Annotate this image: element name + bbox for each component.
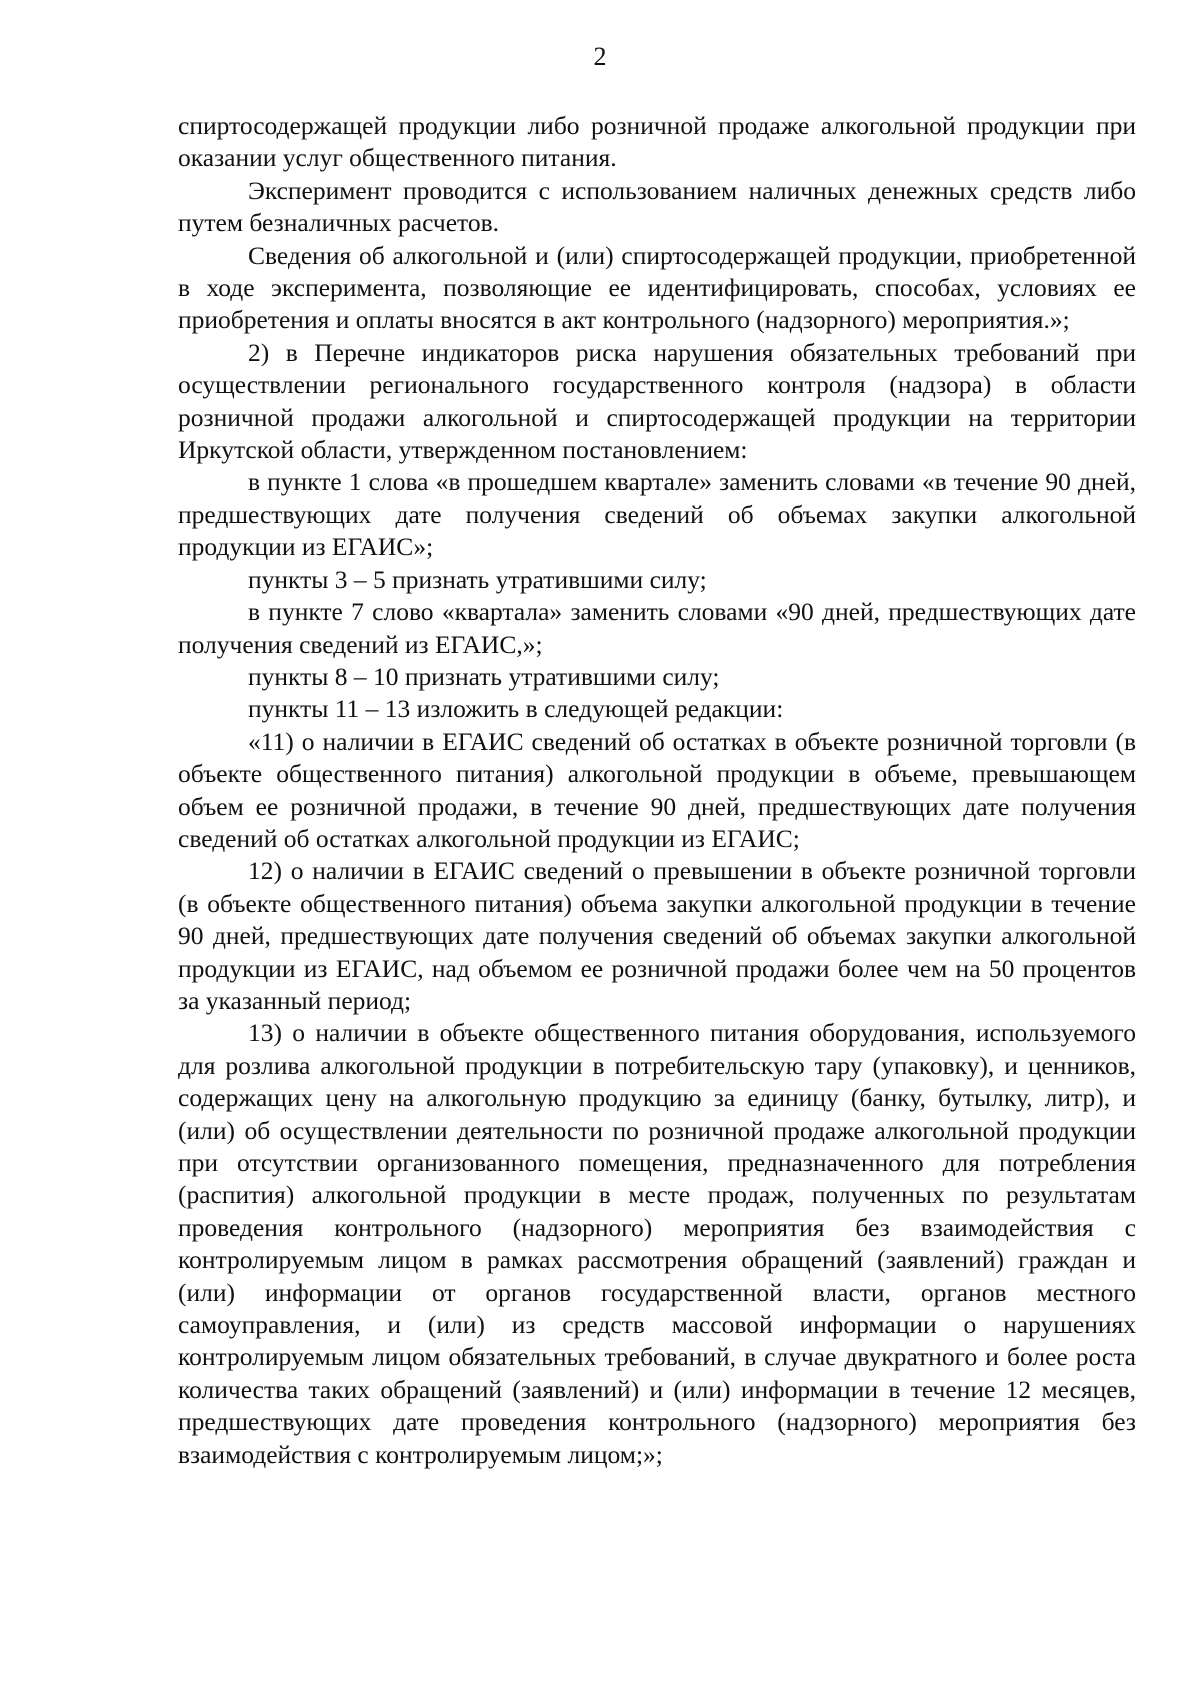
paragraph-point-1-amendment: в пункте 1 слова «в прошедшем квартале» заменить словами «в течение 90 дней, предшествующих дате получения сведений об объемах закупки алкогольной продукции из ЕГАИС»; [178,467,1136,562]
paragraph-continuation: спиртосодержащей продукции либо розничной продаже алкогольной продукции при оказании услуг общественного питания. [178,111,1136,173]
paragraph-point-7-amendment: в пункте 7 слово «квартала» заменить словами «90 дней, предшествующих дате получения сведений из ЕГАИС,»; [178,597,1136,659]
paragraph-points-11-13-intro: пункты 11 – 13 изложить в следующей редакции: [248,694,784,724]
page-number: 2 [593,42,607,71]
paragraph-indicator-11: «11) о наличии в ЕГАИС сведений об остатках в объекте розничной торговли (в объекте общественного питания) алкогольной продукции в объеме, превышающем объем ее розничной продажи, в течение 90 дней, предшествующих дате получения сведений об остатках алкогольной продукции из ЕГАИС; [178,726,1136,853]
paragraph-item-2-risk-indicators: 2) в Перечне индикаторов риска нарушения обязательных требований при осуществлении регионального государственного контроля (надзора) в области розничной продажи алкогольной и спиртосодержащей продукции на территории Иркутской области, утвержденном постановлением: [178,337,1136,465]
paragraph-points-3-5-repealed: пункты 3 – 5 признать утратившими силу; [248,564,707,594]
paragraph-indicator-12: 12) о наличии в ЕГАИС сведений о превышении в объекте розничной торговли (в объекте общественного питания) объема закупки алкогольной продукции в течение 90 дней, предшествующих дате получения сведений об объемах закупки алкогольной продукции из ЕГАИС, над объемом ее розничной продажи более чем на 50 процентов за указанный период; [178,856,1136,1015]
paragraph-points-8-10-repealed: пункты 8 – 10 признать утратившими силу; [248,661,720,691]
document-body [178,110,1136,1471]
paragraph-product-information: Сведения об алкогольной и (или) спиртосодержащей продукции, приобретенной в ходе эксперимента, позволяющие ее идентифицировать, способах, условиях ее приобретения и оплаты вносятся в акт контрольного (надзорного) мероприятия.»; [178,240,1136,335]
paragraph-experiment-payment: Эксперимент проводится с использованием наличных денежных средств либо путем безналичных расчетов. [178,175,1136,238]
paragraph-indicator-13: 13) о наличии в объекте общественного питания оборудования, используемого для розлива алкогольной продукции в потребительскую тару (упаковку), и ценников, содержащих цену на алкогольную продукцию за единицу (банку, бутылку, литр), и (или) об осуществлении деятельности по розничной продаже алкогольной продукции при отсутствии организованного помещения, предназначенного для потребления (распития) алкогольной продукции в месте продаж, полученных по результатам проведения контрольного (надзорного) мероприятия без взаимодействия с контролируемым лицом в рамках рассмотрения обращений (заявлений) граждан и (или) информации от органов государственной власти, органов местного самоуправления, и (или) из средств массовой информации о нарушениях контролируемым лицом обязательных требований, в случае двукратного и более роста количества таких обращений (заявлений) и (или) информации в течение 12 месяцев, предшествующих дате проведения контрольного (надзорного) мероприятия без взаимодействия с контролируемым лицом;»; [178,1018,1136,1469]
